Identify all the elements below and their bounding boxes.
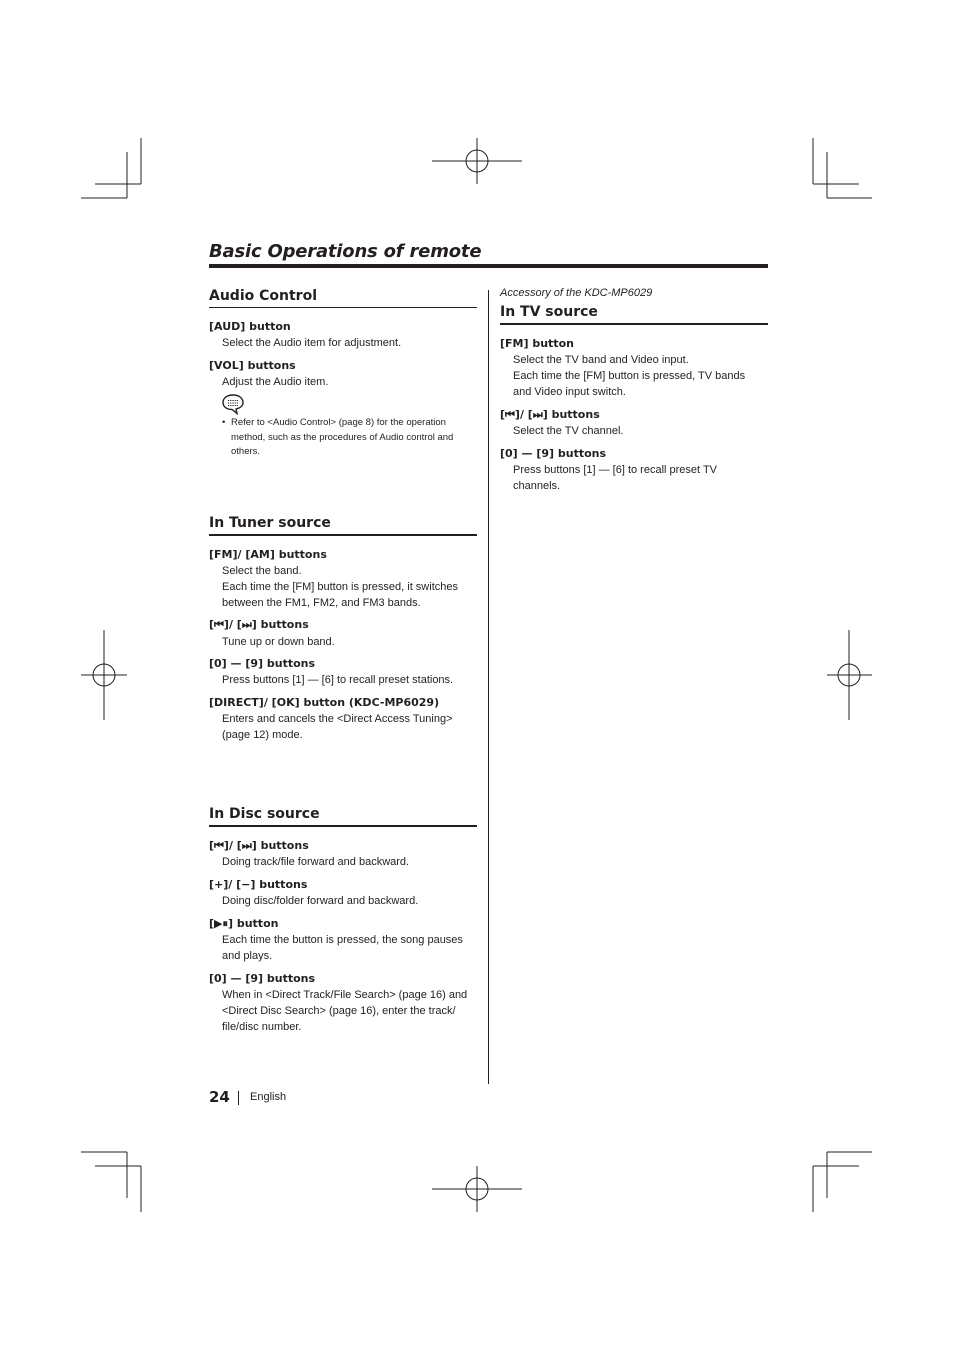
disc-number-text-2: <Direct Disc Search> (page 16), enter the track/: [222, 1005, 456, 1017]
disc-number-text-1: When in <Direct Track/File Search> (page 16) and: [222, 989, 468, 1001]
footer-separator: [238, 1091, 239, 1105]
fm-am-text-3: between the FM1, FM2, and FM3 bands.: [222, 597, 421, 609]
page-number: 24: [209, 1088, 230, 1106]
vol-buttons-heading: [VOL] buttons: [209, 359, 296, 372]
disc-number-text-3: file/disc number.: [222, 1021, 302, 1033]
aud-button-text: Select the Audio item for adjustment.: [222, 337, 402, 349]
crop-mark-bottom-right: [813, 1152, 872, 1212]
section-rule-tuner: [209, 534, 477, 536]
play-pause-heading: [▶⏸] button: [209, 917, 279, 930]
disc-skip-text: Doing track/file forward and backward.: [222, 856, 410, 868]
fm-am-text-2: Each time the [FM] button is pressed, it switches: [222, 581, 458, 593]
play-pause-text-1: Each time the button is pressed, the song pauses: [222, 934, 463, 946]
direct-ok-text-1: Enters and cancels the <Direct Access Tuning>: [222, 713, 453, 725]
tv-number-text-1: Press buttons [1] — [6] to recall preset TV: [513, 464, 717, 476]
section-title-tv: In TV source: [500, 304, 598, 320]
accessory-note: Accessory of the KDC-MP6029: [500, 287, 653, 299]
crop-mark-top-right: [813, 138, 872, 198]
tv-fm-text-2: Each time the [FM] button is pressed, TV bands: [513, 370, 746, 382]
tv-skip-buttons-heading: [⏮]/ [⏭] buttons: [500, 408, 600, 421]
tv-fm-button-heading: [FM] button: [500, 337, 574, 350]
plus-minus-heading: [+]/ [−] buttons: [209, 878, 308, 891]
section-title-disc: In Disc source: [209, 806, 320, 822]
note-line-3: others.: [231, 446, 261, 457]
tuner-skip-text: Tune up or down band.: [222, 636, 335, 648]
play-pause-text-2: and plays.: [222, 950, 273, 962]
direct-ok-heading: [DIRECT]/ [OK] button (KDC-MP6029): [209, 696, 440, 709]
vol-buttons-text: Adjust the Audio item.: [222, 376, 329, 388]
section-rule-tv: [500, 323, 768, 325]
tv-number-text-2: channels.: [513, 480, 561, 492]
tv-fm-text-1: Select the TV band and Video input.: [513, 354, 689, 366]
fm-am-text-1: Select the band.: [222, 565, 302, 577]
speech-bubble-note-icon: [221, 393, 245, 415]
tuner-number-buttons-heading: [0] — [9] buttons: [209, 657, 316, 670]
tuner-skip-buttons-heading: [⏮]/ [⏭] buttons: [209, 618, 309, 631]
tv-skip-text: Select the TV channel.: [513, 425, 624, 437]
section-title-audio-control: Audio Control: [209, 288, 317, 304]
tv-fm-text-3: and Video input switch.: [513, 386, 626, 398]
note-line-2: method, such as the procedures of Audio control and: [231, 432, 454, 443]
fm-am-buttons-heading: [FM]/ [AM] buttons: [209, 548, 327, 561]
registration-mark-bottom: [432, 1166, 522, 1212]
registration-mark-top: [432, 138, 522, 184]
tv-number-buttons-heading: [0] — [9] buttons: [500, 447, 607, 460]
note-line-1: Refer to <Audio Control> (page 8) for the operation: [231, 417, 446, 428]
disc-number-buttons-heading: [0] — [9] buttons: [209, 972, 316, 985]
footer-language: English: [250, 1091, 287, 1103]
column-divider: [488, 290, 489, 1084]
registration-mark-right: [827, 630, 872, 720]
tuner-number-text: Press buttons [1] — [6] to recall preset stations.: [222, 674, 454, 686]
title-rule: [209, 264, 768, 268]
section-rule-audio: [209, 307, 477, 308]
note-bullet: •: [222, 417, 226, 428]
registration-mark-left: [81, 630, 127, 720]
section-title-tuner: In Tuner source: [209, 515, 331, 531]
direct-ok-text-2: (page 12) mode.: [222, 729, 303, 741]
section-rule-disc: [209, 825, 477, 827]
plus-minus-text: Doing disc/folder forward and backward.: [222, 895, 419, 907]
crop-mark-top-left: [81, 138, 141, 198]
page-title: Basic Operations of remote: [209, 241, 482, 262]
crop-mark-bottom-left: [81, 1152, 141, 1212]
disc-skip-buttons-heading: [⏮]/ [⏭] buttons: [209, 839, 309, 852]
aud-button-heading: [AUD] button: [209, 320, 291, 333]
